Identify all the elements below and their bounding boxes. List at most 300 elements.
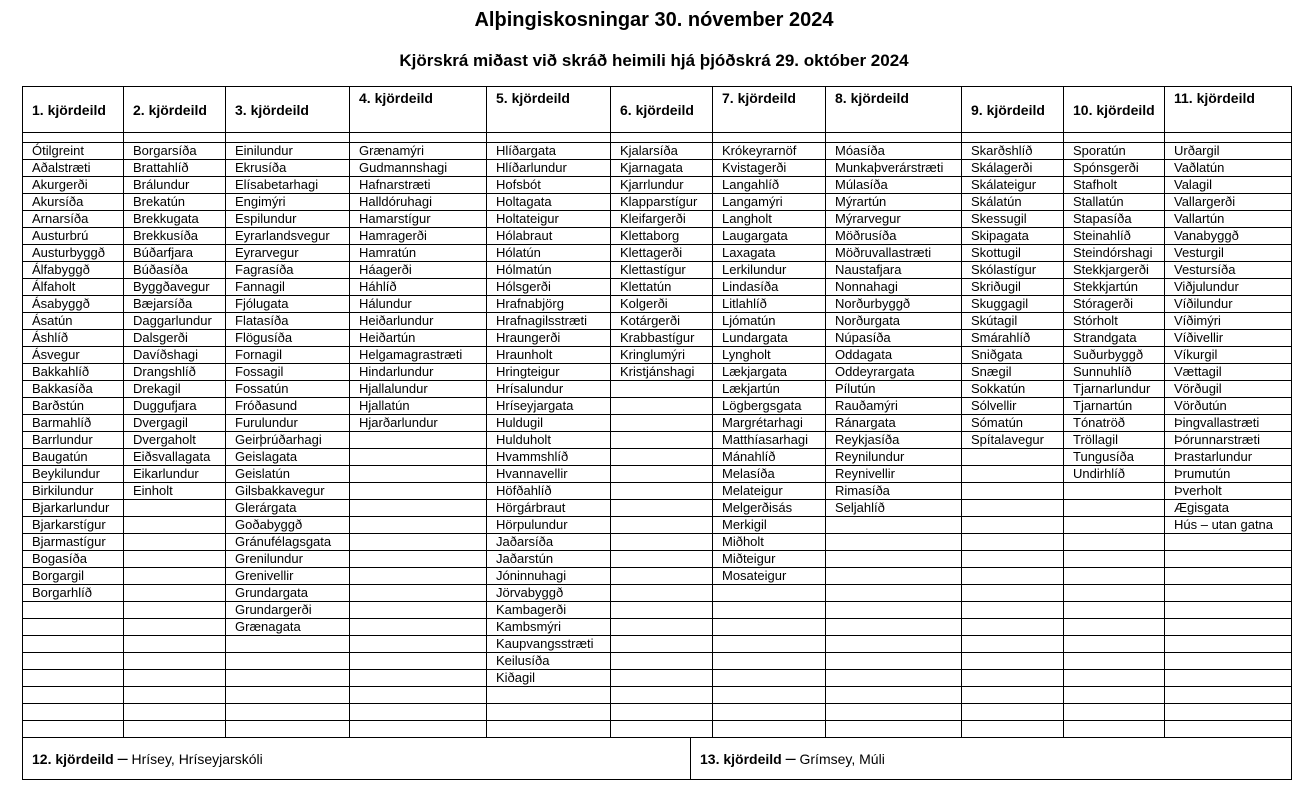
street-cell: Klettagerði (611, 245, 713, 262)
empty-cell (487, 721, 611, 738)
empty-cell (226, 653, 350, 670)
street-cell: Melasíða (713, 466, 826, 483)
street-cell: Miðteigur (713, 551, 826, 568)
street-cell: Melateigur (713, 483, 826, 500)
empty-cell (611, 517, 713, 534)
street-cell: Smárahlíð (962, 330, 1064, 347)
street-cell: Ásvegur (23, 347, 124, 364)
table-row (23, 534, 1292, 551)
street-cell: Kjarnagata (611, 160, 713, 177)
empty-cell (23, 602, 124, 619)
empty-cell (1064, 517, 1165, 534)
street-cell: Norðurgata (826, 313, 962, 330)
street-cell: Espilundur (226, 211, 350, 228)
empty-cell (124, 551, 226, 568)
street-cell: Mosateigur (713, 568, 826, 585)
street-cell: Grenilundur (226, 551, 350, 568)
street-cell: Hríseyjargata (487, 398, 611, 415)
empty-cell (826, 568, 962, 585)
street-cell: Fossatún (226, 381, 350, 398)
street-cell: Klettatún (611, 279, 713, 296)
empty-cell (1165, 670, 1292, 687)
street-cell: Reynivellir (826, 466, 962, 483)
street-cell: Steinahlíð (1064, 228, 1165, 245)
street-cell: Spónsgerði (1064, 160, 1165, 177)
street-cell: Pílutún (826, 381, 962, 398)
street-cell: Móasíða (826, 143, 962, 160)
street-cell: Fjólugata (226, 296, 350, 313)
empty-cell (611, 551, 713, 568)
street-cell: Borgarsíða (124, 143, 226, 160)
empty-cell (962, 619, 1064, 636)
street-cell: Hólsgerði (487, 279, 611, 296)
street-cell: Hofsbót (487, 177, 611, 194)
table-row (23, 483, 1292, 500)
street-cell: Hólmatún (487, 262, 611, 279)
street-cell: Skálagerði (962, 160, 1064, 177)
street-cell: Þrumutún (1165, 466, 1292, 483)
street-cell: Eiðsvallagata (124, 449, 226, 466)
street-cell: Matthíasarhagi (713, 432, 826, 449)
empty-cell (962, 483, 1064, 500)
street-cell: Borgargil (23, 568, 124, 585)
empty-cell (487, 687, 611, 704)
street-cell: Hlíðarlundur (487, 160, 611, 177)
street-cell: Ótilgreint (23, 143, 124, 160)
spacer-cell (1064, 133, 1165, 143)
street-cell: Skarðshlíð (962, 143, 1064, 160)
street-cell: Drangshlíð (124, 364, 226, 381)
empty-cell (611, 466, 713, 483)
street-cell: Dalsgerði (124, 330, 226, 347)
district-12-place: Hrísey, Hríseyjarskóli (131, 751, 263, 767)
empty-cell (1064, 687, 1165, 704)
street-cell: Sunnuhlíð (1064, 364, 1165, 381)
street-cell: Halldóruhagi (350, 194, 487, 211)
empty-cell (826, 619, 962, 636)
street-cell: Kjarrlundur (611, 177, 713, 194)
street-cell: Oddeyrargata (826, 364, 962, 381)
street-cell: Hringteigur (487, 364, 611, 381)
empty-cell (611, 568, 713, 585)
street-cell: Álfabyggð (23, 262, 124, 279)
empty-cell (713, 619, 826, 636)
column-header-11: 11. kjördeild (1165, 87, 1292, 133)
street-cell: Margrétarhagi (713, 415, 826, 432)
street-cell: Hamratún (350, 245, 487, 262)
street-cell: Hlíðargata (487, 143, 611, 160)
column-header-4: 4. kjördeild (350, 87, 487, 133)
street-cell: Norðurbyggð (826, 296, 962, 313)
empty-cell (350, 483, 487, 500)
table-row (23, 500, 1292, 517)
street-cell: Fornagil (226, 347, 350, 364)
street-cell: Stafholt (1064, 177, 1165, 194)
table-row (23, 568, 1292, 585)
street-cell: Ránargata (826, 415, 962, 432)
street-cell: Hjallatún (350, 398, 487, 415)
empty-cell (826, 517, 962, 534)
street-cell: Valagil (1165, 177, 1292, 194)
street-cell: Hvannavellir (487, 466, 611, 483)
street-cell: Hálundur (350, 296, 487, 313)
table-row (23, 466, 1292, 483)
column-header-10: 10. kjördeild (1064, 87, 1165, 133)
spacer-cell (826, 133, 962, 143)
table-row (23, 279, 1292, 296)
spacer-cell (713, 133, 826, 143)
street-cell: Geislagata (226, 449, 350, 466)
table-row (23, 653, 1292, 670)
table-row (23, 364, 1292, 381)
street-cell: Geislatún (226, 466, 350, 483)
street-cell: Aðalstræti (23, 160, 124, 177)
spacer-cell (487, 133, 611, 143)
empty-cell (350, 500, 487, 517)
column-header-9: 9. kjördeild (962, 87, 1064, 133)
street-cell: Dvergaholt (124, 432, 226, 449)
table-row (23, 143, 1292, 160)
street-cell: Fróðasund (226, 398, 350, 415)
empty-cell (350, 653, 487, 670)
street-cell: Kjalarsíða (611, 143, 713, 160)
street-cell: Sporatún (1064, 143, 1165, 160)
table-row (23, 313, 1292, 330)
street-cell: Hrafnagilsstræti (487, 313, 611, 330)
street-cell: Vættagil (1165, 364, 1292, 381)
empty-cell (611, 619, 713, 636)
empty-cell (1165, 602, 1292, 619)
street-cell: Kvistagerði (713, 160, 826, 177)
empty-cell (713, 670, 826, 687)
street-cell: Daggarlundur (124, 313, 226, 330)
street-cell: Akursíða (23, 194, 124, 211)
district-12-dash: – (117, 748, 128, 768)
street-cell: Kaupvangsstræti (487, 636, 611, 653)
street-cell: Skottugil (962, 245, 1064, 262)
street-cell: Skólastígur (962, 262, 1064, 279)
street-cell: Langahlíð (713, 177, 826, 194)
empty-cell (350, 551, 487, 568)
street-cell: Fossagil (226, 364, 350, 381)
table-row (23, 415, 1292, 432)
empty-cell (611, 704, 713, 721)
empty-cell (124, 653, 226, 670)
street-cell: Duggufjara (124, 398, 226, 415)
street-cell: Eyrarlandsvegur (226, 228, 350, 245)
empty-cell (1165, 585, 1292, 602)
table-row (23, 194, 1292, 211)
street-cell: Stekkjartún (1064, 279, 1165, 296)
street-cell: Eikarlundur (124, 466, 226, 483)
street-cell: Geirþrúðarhagi (226, 432, 350, 449)
column-header-5: 5. kjördeild (487, 87, 611, 133)
empty-cell (962, 704, 1064, 721)
street-cell: Strandgata (1064, 330, 1165, 347)
street-cell: Hjarðarlundur (350, 415, 487, 432)
street-cell: Klettastígur (611, 262, 713, 279)
street-cell: Bjarkarstígur (23, 517, 124, 534)
street-cell: Tjarnartún (1064, 398, 1165, 415)
empty-cell (962, 602, 1064, 619)
spacer-cell (611, 133, 713, 143)
empty-cell (962, 534, 1064, 551)
street-cell: Spítalavegur (962, 432, 1064, 449)
street-cell: Huldugil (487, 415, 611, 432)
street-cell: Melgerðisás (713, 500, 826, 517)
empty-cell (350, 449, 487, 466)
empty-cell (124, 568, 226, 585)
street-cell: Ekrusíða (226, 160, 350, 177)
street-cell: Beykilundur (23, 466, 124, 483)
street-cell: Bakkasíða (23, 381, 124, 398)
street-cell: Arnarsíða (23, 211, 124, 228)
street-cell: Ljómatún (713, 313, 826, 330)
street-cell: Hjallalundur (350, 381, 487, 398)
empty-cell (611, 653, 713, 670)
street-cell: Munkaþverárstræti (826, 160, 962, 177)
street-cell: Stapasíða (1064, 211, 1165, 228)
empty-cell (23, 670, 124, 687)
street-cell: Lækjartún (713, 381, 826, 398)
street-cell: Vallartún (1165, 211, 1292, 228)
street-cell: Grænagata (226, 619, 350, 636)
street-cell: Hólabraut (487, 228, 611, 245)
empty-cell (350, 687, 487, 704)
column-header-3: 3. kjördeild (226, 87, 350, 133)
street-cell: Reykjasíða (826, 432, 962, 449)
table-row (23, 585, 1292, 602)
empty-cell (226, 636, 350, 653)
table-row (23, 160, 1292, 177)
street-cell: Dvergagil (124, 415, 226, 432)
street-cell: Skuggagil (962, 296, 1064, 313)
street-cell: Grænamýri (350, 143, 487, 160)
street-cell: Austurbyggð (23, 245, 124, 262)
column-header-6: 6. kjördeild (611, 87, 713, 133)
empty-cell (713, 585, 826, 602)
street-cell: Víðimýri (1165, 313, 1292, 330)
empty-cell (350, 466, 487, 483)
street-cell: Suðurbyggð (1064, 347, 1165, 364)
street-cell: Mýrartún (826, 194, 962, 211)
street-cell: Sokkatún (962, 381, 1064, 398)
street-cell: Hulduholt (487, 432, 611, 449)
street-cell: Krókeyrarnöf (713, 143, 826, 160)
street-cell: Drekagil (124, 381, 226, 398)
empty-cell (611, 449, 713, 466)
street-cell: Jaðarstún (487, 551, 611, 568)
street-cell: Bogasíða (23, 551, 124, 568)
street-cell: Búðasíða (124, 262, 226, 279)
street-cell: Brattahlíð (124, 160, 226, 177)
street-cell: Bjarkarlundur (23, 500, 124, 517)
empty-cell (124, 721, 226, 738)
empty-cell (350, 534, 487, 551)
district-13-place: Grímsey, Múli (799, 751, 885, 767)
empty-cell (826, 551, 962, 568)
street-cell: Sniðgata (962, 347, 1064, 364)
table-row (23, 619, 1292, 636)
empty-cell (350, 704, 487, 721)
street-cell: Höfðahlíð (487, 483, 611, 500)
street-cell: Háagerði (350, 262, 487, 279)
street-cell: Brekkugata (124, 211, 226, 228)
empty-cell (962, 500, 1064, 517)
empty-cell (124, 534, 226, 551)
street-cell: Ásatún (23, 313, 124, 330)
header-row (23, 87, 1292, 133)
empty-cell (350, 602, 487, 619)
table-row (23, 432, 1292, 449)
street-cell: Hamragerði (350, 228, 487, 245)
empty-cell (611, 534, 713, 551)
table-row (23, 636, 1292, 653)
street-cell: Austurbrú (23, 228, 124, 245)
empty-cell (226, 687, 350, 704)
street-cell: Seljahlíð (826, 500, 962, 517)
empty-cell (962, 551, 1064, 568)
street-cell: Baugatún (23, 449, 124, 466)
street-cell: Klapparstígur (611, 194, 713, 211)
street-cell: Stekkjargerði (1064, 262, 1165, 279)
empty-cell (1064, 534, 1165, 551)
empty-cell (962, 517, 1064, 534)
street-cell: Þverholt (1165, 483, 1292, 500)
table-row (23, 551, 1292, 568)
street-cell: Einilundur (226, 143, 350, 160)
spacer-cell (350, 133, 487, 143)
spacer-cell (226, 133, 350, 143)
empty-cell (826, 653, 962, 670)
street-cell: Vallargerði (1165, 194, 1292, 211)
spacer-row (23, 133, 1292, 143)
table-row (23, 449, 1292, 466)
street-cell: Víðilundur (1165, 296, 1292, 313)
empty-cell (713, 653, 826, 670)
street-cell: Hólatún (487, 245, 611, 262)
street-cell: Tónatröð (1064, 415, 1165, 432)
street-cell: Helgamagrastræti (350, 347, 487, 364)
empty-cell (1165, 653, 1292, 670)
street-cell: Litlahlíð (713, 296, 826, 313)
empty-cell (611, 721, 713, 738)
empty-cell (350, 721, 487, 738)
table-row (23, 517, 1292, 534)
empty-cell (826, 687, 962, 704)
street-cell: Elísabetarhagi (226, 177, 350, 194)
empty-cell (611, 585, 713, 602)
district-12-label: 12. kjördeild (32, 751, 114, 767)
empty-cell (23, 721, 124, 738)
spacer-cell (124, 133, 226, 143)
street-cell: Stallatún (1064, 194, 1165, 211)
street-cell: Kristjánshagi (611, 364, 713, 381)
table-row (23, 602, 1292, 619)
street-cell: Hindarlundur (350, 364, 487, 381)
empty-cell (611, 483, 713, 500)
empty-cell (611, 687, 713, 704)
street-cell: Langholt (713, 211, 826, 228)
empty-cell (23, 704, 124, 721)
street-cell: Tjarnarlundur (1064, 381, 1165, 398)
table-row (23, 381, 1292, 398)
street-cell: Grundargata (226, 585, 350, 602)
street-cell: Bjarmastígur (23, 534, 124, 551)
empty-cell (23, 619, 124, 636)
empty-cell (826, 602, 962, 619)
empty-cell (962, 568, 1064, 585)
street-cell: Kambsmýri (487, 619, 611, 636)
street-cell: Akurgerði (23, 177, 124, 194)
street-cell: Reynilundur (826, 449, 962, 466)
street-cell: Grundargerði (226, 602, 350, 619)
street-cell: Rauðamýri (826, 398, 962, 415)
street-cell: Klettaborg (611, 228, 713, 245)
street-cell: Lindasíða (713, 279, 826, 296)
street-cell: Gilsbakkavegur (226, 483, 350, 500)
street-cell: Barrlundur (23, 432, 124, 449)
empty-cell (487, 704, 611, 721)
empty-cell (611, 500, 713, 517)
empty-cell (1064, 500, 1165, 517)
street-cell: Mýrarvegur (826, 211, 962, 228)
empty-cell (23, 636, 124, 653)
street-cell: Skipagata (962, 228, 1064, 245)
street-cell: Engimýri (226, 194, 350, 211)
street-cell: Heiðartún (350, 330, 487, 347)
page-title: Alþingiskosningar 30. nóvember 2024 (474, 9, 834, 31)
street-cell: Sómatún (962, 415, 1064, 432)
street-cell: Múlasíða (826, 177, 962, 194)
empty-cell (962, 687, 1064, 704)
empty-cell (713, 636, 826, 653)
street-cell: Jóninnuhagi (487, 568, 611, 585)
empty-cell (350, 670, 487, 687)
street-cell: Vörðutún (1165, 398, 1292, 415)
spacer-cell (1165, 133, 1292, 143)
street-cell: Krabbastígur (611, 330, 713, 347)
street-cell: Stórholt (1064, 313, 1165, 330)
empty-cell (713, 704, 826, 721)
street-cell: Fannagil (226, 279, 350, 296)
street-cell: Furulundur (226, 415, 350, 432)
empty-cell (962, 585, 1064, 602)
street-cell: Þórunnarstræti (1165, 432, 1292, 449)
empty-cell (962, 721, 1064, 738)
empty-cell (611, 636, 713, 653)
empty-cell (124, 585, 226, 602)
empty-cell (124, 602, 226, 619)
table-row (23, 228, 1292, 245)
empty-cell (826, 721, 962, 738)
column-header-1: 1. kjördeild (23, 87, 124, 133)
empty-cell (1064, 721, 1165, 738)
street-cell: Möðruvallastræti (826, 245, 962, 262)
street-cell: Skálatún (962, 194, 1064, 211)
column-header-8: 8. kjördeild (826, 87, 962, 133)
empty-cell (226, 704, 350, 721)
street-cell: Áshlíð (23, 330, 124, 347)
empty-cell (1064, 636, 1165, 653)
empty-cell (713, 602, 826, 619)
street-cell: Undirhlíð (1064, 466, 1165, 483)
street-cell: Lyngholt (713, 347, 826, 364)
street-cell: Núpasíða (826, 330, 962, 347)
street-cell: Holtagata (487, 194, 611, 211)
island-districts (22, 737, 1292, 780)
empty-cell (713, 721, 826, 738)
